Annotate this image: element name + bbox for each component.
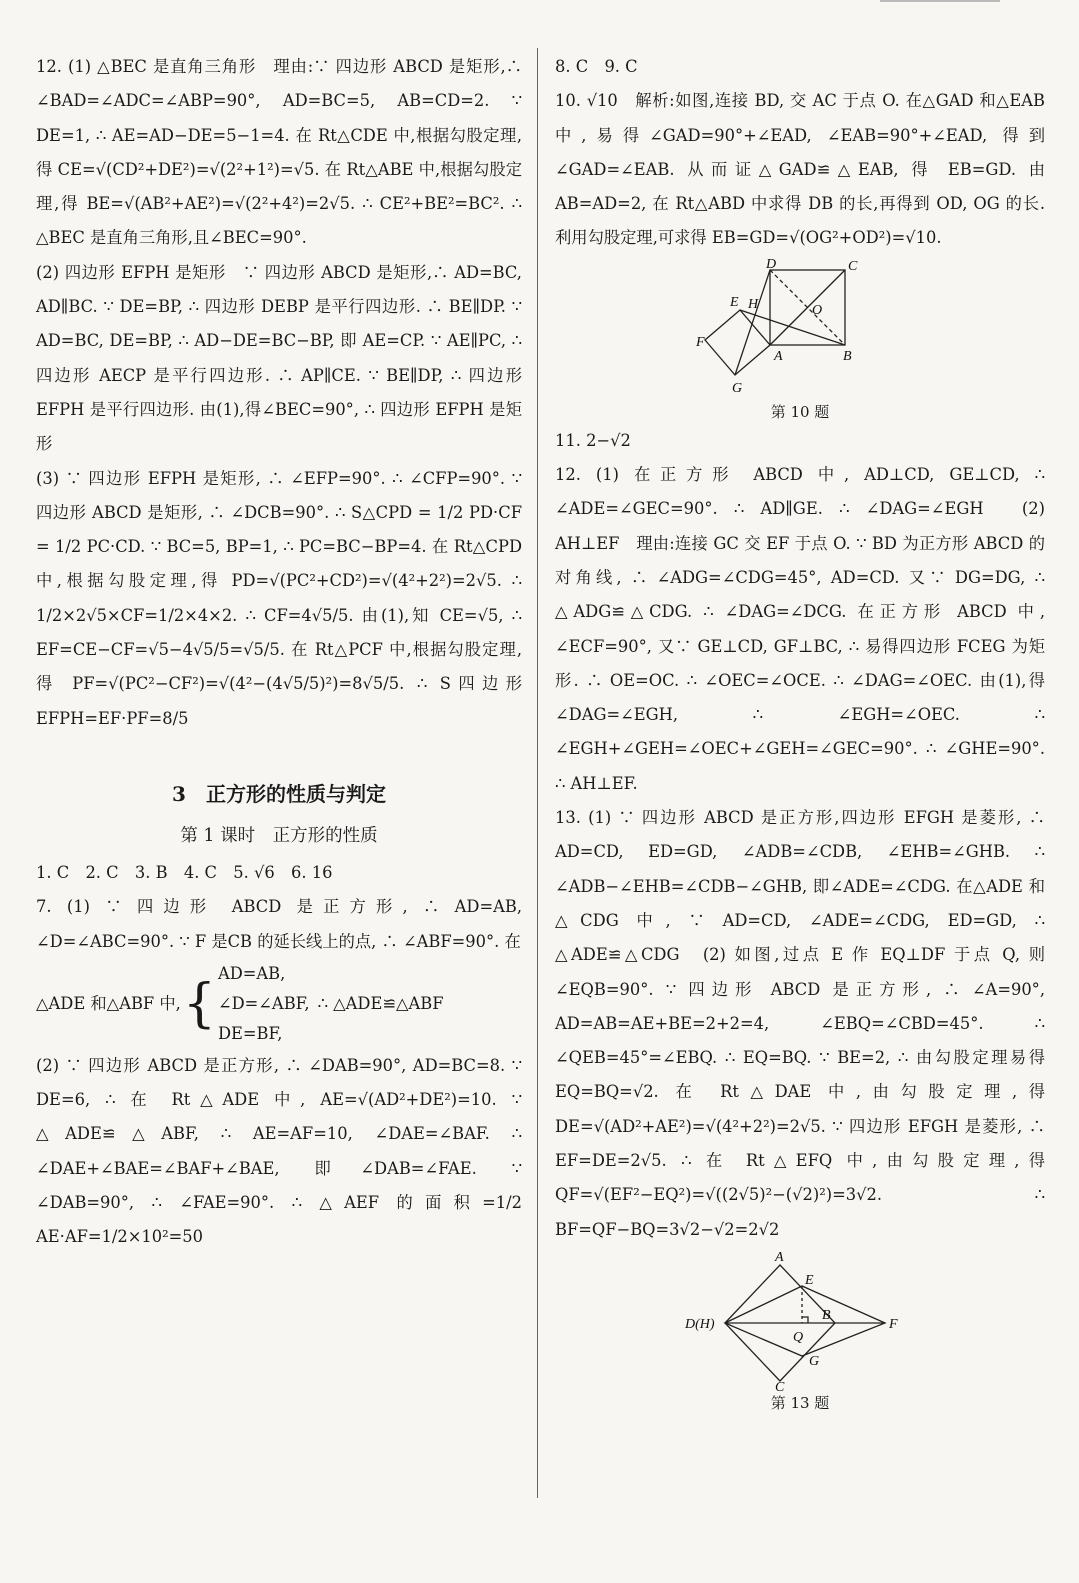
right-angle-mark: [802, 1317, 808, 1323]
answer-11: 11. 2−√2: [555, 430, 631, 450]
section-title: 3 正方形的性质与判定: [172, 781, 386, 806]
label-g: G: [732, 380, 743, 396]
system-eq-1: AD=AB,: [217, 963, 286, 983]
answer-7-system: [36, 959, 522, 1049]
answer-12-part2: (2) 四边形 EFPH 是矩形 ∵ 四边形 ABCD 是矩形,∴ AD=BC, AD∥BC. ∵ DE=BP, ∴ 四边形 DEBP 是平行四边形. ∴ BE∥DP. ∵ AD=BC, DE=BP, ∴ AD−DE=BC−BP, 即 AE=CP. ∵ AE∥PC, ∴ 四边形 AECP 是平行四边形. ∴ AP∥CE. ∵ BE∥DP, ∴ 四边形 EFPH 是平行四边形. 由(1),得∠BEC=90°, ∴ 四边形 EFPH 是矩形: [36, 262, 522, 454]
label-a: A: [775, 1249, 784, 1265]
figure-13: [685, 1249, 915, 1395]
label-d: D: [766, 256, 777, 272]
answers-1-6: 1. C 2. C 3. B 4. C 5. √6 6. 16: [36, 862, 333, 882]
lesson-title: 第 1 课时 正方形的性质: [180, 825, 378, 846]
label-o: O: [812, 302, 823, 318]
label-f: F: [696, 334, 705, 350]
answer-12-part1: 12. (1) △BEC 是直角三角形 理由:∵ 四边形 ABCD 是矩形,∴ ∠BAD=∠ADC=∠ABP=90°, AD=BC=5, AB=CD=2. ∵ DE=1, ∴ AE=AD−DE=5−1=4. 在 Rt△CDE 中,根据勾股定理,得 CE=√(CD²+DE²)=√(2²+1²)=√5. 在 Rt△ABE 中,根据勾股定理,得 BE=√(AB²+AE²)=√(2²+4²)=2√5. ∴ CE²+BE²=BC². ∴ △BEC 是直角三角形,且∠BEC=90°.: [36, 57, 522, 248]
label-e: E: [730, 294, 739, 310]
label-q: Q: [793, 1329, 804, 1345]
rhombus-efgh: [725, 1286, 885, 1356]
label-h: H: [748, 296, 759, 312]
answer-7-part1: 7. (1) ∵ 四边形 ABCD 是正方形, ∴ AD=AB, ∠D=∠ABC=90°. ∵ F 是CB 的延长线上的点, ∴ ∠ABF=90°. 在: [36, 897, 522, 951]
answer-12: 12. (1) 在正方形 ABCD 中, AD⊥CD, GE⊥CD, ∴ ∠ADE=∠GEC=90°. ∴ AD∥GE. ∴ ∠DAG=∠EGH (2) AH⊥EF 理由:连接 GC 交 EF 于点 O. ∵ BD 为正方形 ABCD 的对角线, ∴ ∠ADG=∠CDG=45°, AD=CD. 又∵ DG=DG, ∴ △ADG≌△CDG. ∴ ∠DAG=∠DCG. 在正方形 ABCD 中, ∠ECF=90°, 又∵ GE⊥CD, GF⊥BC, ∴ 易得四边形 FCEG 为矩形. ∴ OE=OC. ∴ ∠OEC=∠OCE. ∴ ∠DAG=∠OEC. 由(1),得∠DAG=∠EGH, ∴ ∠EGH=∠OEC. ∴ ∠EGH+∠GEH=∠OEC+∠GEH=∠GEC=90°. ∴ ∠GHE=90°. ∴ AH⊥EF.: [555, 465, 1045, 793]
label-b: B: [822, 1307, 831, 1323]
label-dh: D(H): [685, 1316, 715, 1332]
label-g: G: [809, 1353, 820, 1369]
square-efga: [705, 310, 770, 375]
system-eq-2: ∠D=∠ABF,: [217, 993, 310, 1013]
answer-12-part3: (3) ∵ 四边形 EFPH 是矩形, ∴ ∠EFP=90°. ∴ ∠CFP=90°. ∵ 四边形 ABCD 是矩形, ∴ ∠DCB=90°. ∴ S△CPD = 1/2 PD·CF = 1/2 PC·CD. ∵ BC=5, BP=1, ∴ PC=BC−BP=4. 在 Rt△CPD 中,根据勾股定理,得 PD=√(PC²+CD²)=√(4²+2²)=2√5. ∴ 1/2×2√5×CF=1/2×4×2. ∴ CF=4√5/5. 由(1),知 CE=√5, ∴ EF=CE−CF=√5−4√5/5=√5/5. 在 Rt△PCF 中,根据勾股定理,得 PF=√(PC²−CF²)=√(4²−(4√5/5)²)=8√5/5. ∴ S四边形EFPH=EF·PF=8/5: [36, 468, 522, 728]
figure-10-caption: 第 10 题: [770, 402, 830, 421]
system-equations: [218, 959, 310, 1049]
figure-10: [696, 256, 900, 400]
system-conclusion: ∴ △ADE≌△ABF: [317, 993, 444, 1013]
column-divider: [537, 48, 538, 1498]
left-column: [36, 50, 522, 1255]
label-c: C: [848, 258, 858, 274]
answer-10: 10. √10 解析:如图,连接 BD, 交 AC 于点 O. 在△GAD 和△EAB 中,易得∠GAD=90°+∠EAD, ∠EAB=90°+∠EAD, 得到∠GAD=∠EAB. 从而证△GAD≌△EAB, 得 EB=GD. 由 AB=AD=2, 在 Rt△ABD 中求得 DB 的长,再得到 OD, OG 的长. 利用勾股定理,可求得 EB=GD=√(OG²+OD²)=√10.: [555, 91, 1045, 248]
right-column: [555, 50, 1045, 1415]
answers-8-9: 8. C 9. C: [555, 57, 638, 76]
system-brace: {: [182, 973, 216, 1034]
label-b: B: [843, 348, 852, 364]
figure-13-caption: 第 13 题: [770, 1393, 830, 1412]
system-prefix: △ADE 和△ABF 中,: [36, 993, 181, 1013]
label-c: C: [775, 1379, 785, 1395]
answer-13: 13. (1) ∵ 四边形 ABCD 是正方形,四边形 EFGH 是菱形, ∴ AD=CD, ED=GD, ∠ADB=∠CDB, ∠EHB=∠GHB. ∴ ∠ADB−∠EHB=∠CDB−∠GHB, 即∠ADE=∠CDG. 在△ADE 和△CDG 中, ∵ AD=CD, ∠ADE=∠CDG, ED=GD, ∴ △ADE≌△CDG (2) 如图,过点 E 作 EQ⊥DF 于点 Q, 则∠EQB=90°. ∵ 四边形 ABCD 是正方形, ∴ ∠A=90°, AD=AB=AE+BE=2+2=4, ∠EBQ=∠CBD=45°. ∴ ∠QEB=45°=∠EBQ. ∴ EQ=BQ. ∵ BE=2, ∴ 由勾股定理易得 EQ=BQ=√2. 在 Rt△DAE 中,由勾股定理,得 DE=√(AD²+AE²)=√(4²+2²)=2√5. ∵ 四边形 EFGH 是菱形, ∴ EF=DE=2√5. ∴ 在 Rt△EFQ 中,由勾股定理,得 QF=√(EF²−EQ²)=√((2√5)²−(√2)²)=3√2. ∴ BF=QF−BQ=3√2−√2=2√2: [555, 808, 1045, 1239]
top-edge-mark: [880, 0, 1000, 2]
label-a: A: [774, 348, 783, 364]
label-e: E: [805, 1272, 814, 1288]
answer-7-part2: (2) ∵ 四边形 ABCD 是正方形, ∴ ∠DAB=90°, AD=BC=8. ∵ DE=6, ∴ 在 Rt△ADE 中, AE=√(AD²+DE²)=10. ∵ △ADE≌△ABF, ∴ AE=AF=10, ∠DAE=∠BAF. ∴ ∠DAE+∠BAE=∠BAF+∠BAE, 即∠DAB=∠FAE. ∵ ∠DAB=90°, ∴ ∠FAE=90°. ∴ △AEF 的面积=1/2 AE·AF=1/2×10²=50: [36, 1055, 522, 1247]
system-eq-3: DE=BF,: [217, 1023, 283, 1043]
label-f: F: [889, 1316, 898, 1332]
